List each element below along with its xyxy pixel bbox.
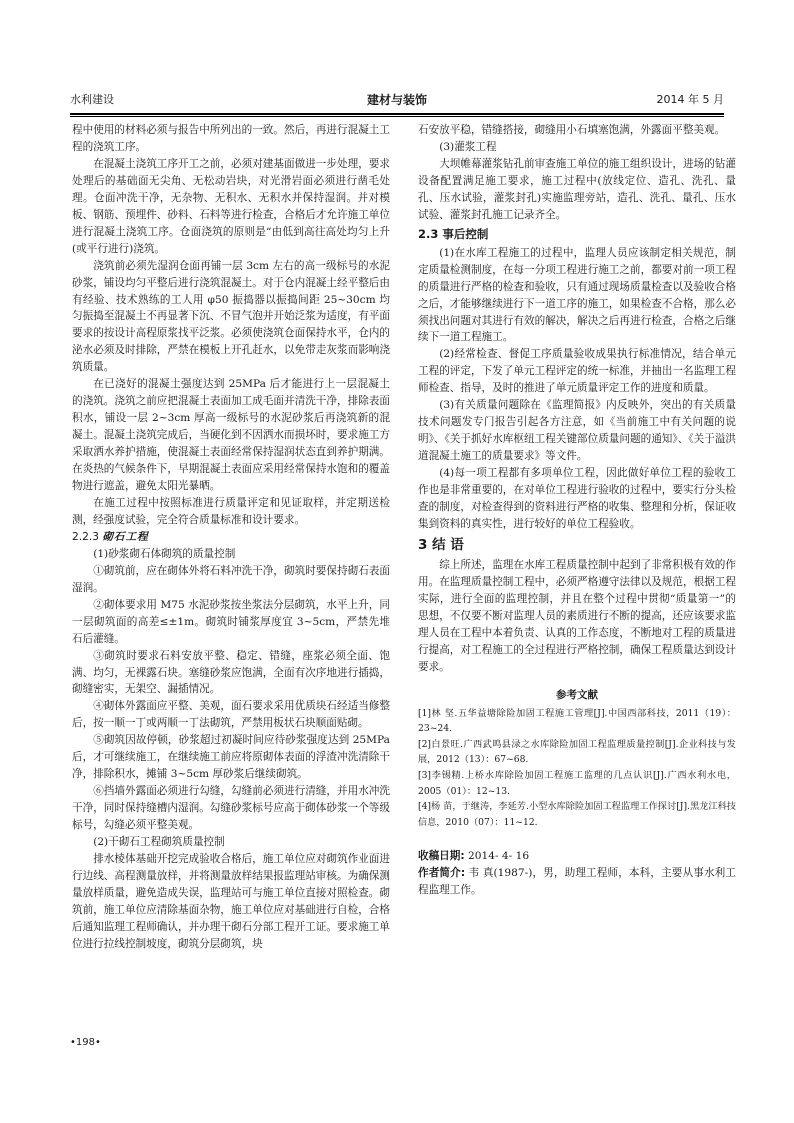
paragraph: 排水棱体基础开挖完成验收合格后，施工单位应对砌筑作业面进行边线、高程测量放样，并将测量放样结果报监理站审核。为确保测量放样质量，避免造成失误，监理站可与施工单位直接对照检查。砌筑前，施工单位应清除基面杂物，施工单位应对基础进行自检，合格后通知监理工程师确认，并办理干砌石分部工程开工证。要求施工单位进行拉线控制坡度，砌筑分层砌筑，块 [72,852,390,950]
author-bio [418,865,736,899]
subheading: (1)砂浆砌石体砌筑的质量控制 [93,547,236,560]
issue-date: 2014 年 5 月 [656,93,724,106]
author-value: 韦 真(1987-)，男，助理工程师，本科，主要从事水利工程监理工作。 [418,867,736,897]
section-number: 2.2.3 [72,530,99,543]
list-item: ③砌筑时要求石料安放平整、稳定、错缝，座浆必须全面、饱满、均匀，无裸露石块。塞缝砂浆应饱满，全面有次序地进行插捣，砌缝密实，无架空、漏插情况。 [72,649,390,696]
section-title: 砌石工程 [102,530,149,543]
left-column [72,122,390,953]
running-header [70,90,724,110]
paragraph: 在施工过程中按照标准进行质量评定和见证取样，并定期送检测，经强度试验，完全符合质量标准和设计要求。 [72,496,390,526]
header-rule [70,113,724,115]
paragraph: (1)在水库工程施工的过程中，监理人员应该制定相关规范，制定质量检测制度，在每一分项工程进行施工之前，都要对前一项工程的质量进行严格的检查和验收，只有通过现场质量检查以及验收合格之后，才能够继续进行下一道工序的施工，如果检查不合格，那么必须找出问题对其进行有效的解决，解决之后再进行检查，合格之后继续下一道工程施工。 [418,246,736,344]
journal-section: 水利建设 [70,93,114,106]
section-heading-2-3: 2.3 事后控制 [418,226,489,241]
list-item: ②砌体要求用 M75 水泥砂浆按坐浆法分层砌筑，水平上升，同一层砌筑面的高差≤±1m。砌筑时铺浆厚度宜 3~5cm，严禁先堆石后灌缝。 [72,598,390,645]
author-label: 作者简介: [418,867,466,880]
reference-item: [1]林 坚.五华益塘除险加固工程施工管理[J].中国西部科技，2011（19）：23~24. [418,707,736,735]
paragraph: 综上所述，监理在水库工程质量控制中起到了非常积极有效的作用。在监理质量控制工程中，必须严格遵守法律以及规范，根据工程实际，进行全面的监理控制，并且在整个过程中贯彻“质量第一”的思想，不仅要不断对监理人员的素质进行不断的提高，还应该要求监理人员在工程中本着负责、认真的工作态度，不断地对工程的质量进行提高，对工程施工的全过程进行严格控制，确保工程质量达到设计要求。 [418,558,736,673]
list-item: ⑤砌筑因故停顿，砂浆超过初凝时间应待砂浆强度达到 25MPa 后，才可继续施工，在继续施工前应将原砌体表面的浮渣冲洗清除干净，排除积水，摊铺 3~5cm 厚砂浆后继续砌筑。 [72,734,390,781]
list-item: ④砌体外露面应平整、美观，面石要求采用优质块石经适当修整后，按一顺一丁或两顺一丁法砌筑，严禁用板状石块顺面贴砌。 [72,700,390,730]
references-title: 参考文献 [556,688,598,701]
references [418,684,736,831]
reference-item: [2]白景旺.广西武鸣县渌之水库除险加固工程监理质量控制[J].企业科技与发展，2012（13）：67~68. [418,738,736,766]
section-heading-3: 3 结 语 [418,536,464,553]
received-date [418,848,736,865]
paragraph: 大坝帷幕灌浆钻孔前审查施工单位的施工组织设计，进场的钻灌设备配置满足施工要求，施工过程中(放线定位、造孔、洗孔、量孔、压水试验，灌浆封孔)实施监理旁站，造孔、洗孔、量孔、压水试验、灌浆封孔施工记录齐全。 [418,157,736,221]
reference-item: [4]杨 苗，于继涛，李延芳.小型水库除险加固工程监理工作探讨[J].黑龙江科技信息，2010（07）：11~12. [418,801,736,828]
paragraph: 石安放平稳，错缝搭接，砌缝用小石填塞饱满，外露面平整美观。 [418,124,726,136]
paragraph: (2)经常检查、督促工序质量验收成果执行标准情况，结合单元工程的评定，下发了单元工程评定的统一标准，并抽出一名监理工程师检查、指导，及时的推进了单元质量评定工作的进度和质量。 [418,348,736,395]
paragraph: 在已浇好的混凝土强度达到 25MPa 后才能进行上一层混凝土的浇筑。浇筑之前应把混凝土表面加工成毛面并清洗干净，排除表面积水，铺设一层 2~3cm 厚高一级标号的水泥砂浆后再浇筑新的混凝土。混凝土浇筑完成后，当硬化到不因洒水而损坏时，要求施工方采取洒水养护措施，使混凝土表面经常保持湿润状态直到养护期满。在炎热的气候条件下，早期混凝土表面应采用经常保持水饱和的覆盖物进行遮盖，避免太阳光暴晒。 [72,378,390,493]
paragraph: 在混凝土浇筑工序开工之前，必须对建基面做进一步处理，要求处理后的基础面无尖角、无松动岩块，对光滑岩面必须进行凿毛处理。仓面冲洗干净，无杂物、无积水、无积水并保持湿润。并对模板、钢筋、预埋件、砂料、石料等进行检查，合格后才允许施工单位进行混凝土浇筑工序。仓面浇筑的原则是“由低到高往高处均匀上升(或平行进行)浇筑。 [72,157,390,255]
header-rule-thin [70,116,724,117]
right-column [418,122,736,899]
journal-logo: 建材与装饰 [366,93,427,107]
section-heading-2-2-3 [72,529,390,546]
subheading: (3)灌浆工程 [439,140,497,153]
received-value: 2014- 4- 16 [468,850,530,863]
list-item: ①砌筑前，应在砌体外将石料冲洗干净，砌筑时要保持砌石表面湿润。 [72,564,390,594]
subheading: (2)干砌石工程砌筑质量控制 [93,836,225,849]
paragraph: 程中使用的材料必须与报告中所列出的一致。然后，再进行混凝土工程的浇筑工序。 [72,124,390,153]
list-item: ⑥挡墙外露面必须进行勾缝，勾缝前必须进行清缝，并用水冲洗干净，同时保持缝槽内湿润。勾缝砂浆标号应高于砌体砂浆一个等级标号，勾缝必须平整美观。 [72,785,390,832]
article-meta [418,848,736,899]
paragraph: (3)有关质量问题除在《监理简报》内反映外，突出的有关质量技术问题发专门报告引起各方注意，如《当前施工中有关问题的说明》、《关于抓好水库枢纽工程关键部位质量问题的通知》、《关于溢洪道混凝土施工的质量要求》等文件。 [418,399,736,463]
paragraph: 浇筑前必须先湿润仓面再铺一层 3cm 左右的高一级标号的水泥砂浆，铺设均匀平整后进行浇筑混凝土。对于仓内混凝土经平整后由有经验、技术熟练的工人用 φ50 振捣器以振捣间距 25~30cm 均匀振捣至混凝土不再显著下沉、不冒气泡并开始泛浆为适度，有平面要求的按设计高程原浆找平泛浆。必须使浇筑仓面保持水平，仓内的泌水必须及时排除，严禁在模板上开孔赶水，以免带走灰浆而影响浇筑质量。 [72,259,390,374]
paragraph: (4)每一项工程都有多项单位工程，因此做好单位工程的验收工作也是非常重要的，在对单位工程进行验收的过程中，要实行分头检查的制度，对检查得到的资料进行严格的收集、整理和分析，保证收集到资料的真实性，进行较好的单位工程验收。 [418,467,736,530]
received-label: 收稿日期: [418,850,465,863]
page-number: •198• [70,1037,101,1048]
reference-item: [3]李锡精.上桥水库除险加固工程施工监理的几点认识[J].广西水利水电，2005（01）：12~13. [418,769,736,797]
